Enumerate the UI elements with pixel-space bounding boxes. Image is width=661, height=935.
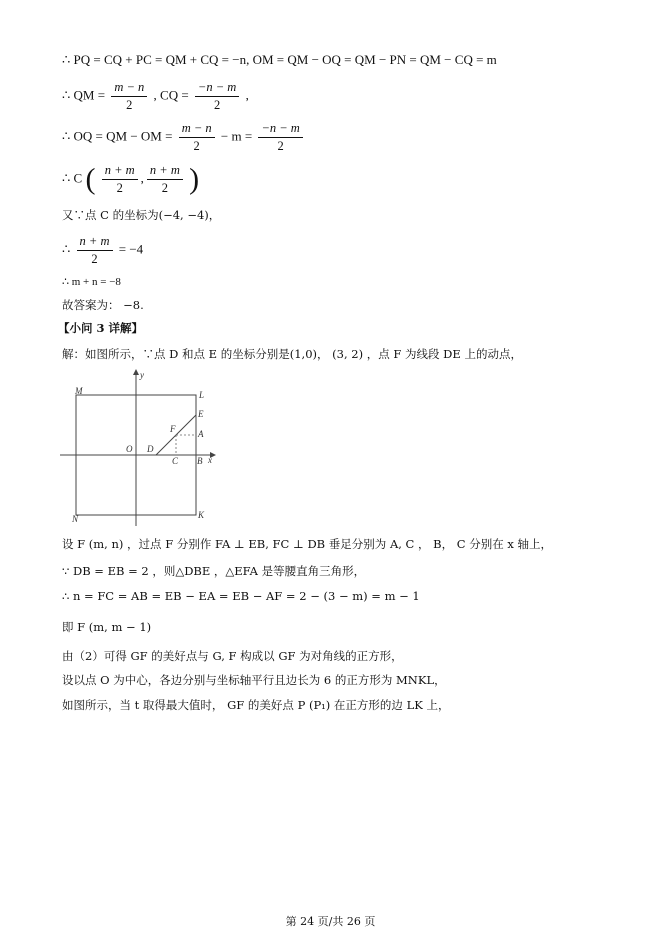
label-k: K xyxy=(198,510,205,520)
page-footer: 第 24 页/共 26 页 xyxy=(285,915,376,928)
line4-prefix: ∴ C xyxy=(62,170,83,186)
numerator: n + m xyxy=(102,163,138,180)
right-paren: ) xyxy=(189,162,200,196)
equation-line-4 xyxy=(62,163,199,196)
label-m: M xyxy=(75,386,83,396)
equation-line-6 xyxy=(62,234,143,267)
fraction xyxy=(195,80,239,113)
denominator: 2 xyxy=(126,98,133,112)
denominator: 2 xyxy=(193,139,200,153)
line2-mid: , CQ = xyxy=(153,87,189,103)
equation-line-3 xyxy=(62,121,306,154)
label-l: L xyxy=(199,390,205,400)
equation-line-1: ∴ PQ = CQ + PC = QM + CQ = −n, OM = QM − OQ = QM − PN = QM − CQ = m xyxy=(62,52,497,67)
line6-end: = −4 xyxy=(118,241,144,257)
denominator: 2 xyxy=(91,252,98,266)
label-b: B xyxy=(197,456,203,466)
line3-prefix: ∴ OQ = QM − OM = xyxy=(62,128,173,144)
numerator: −n − m xyxy=(258,121,302,138)
label-a: A xyxy=(198,429,204,439)
text-line-16: 设以点 O 为中心，各边分别与坐标轴平行且边长为 6 的正方形为 MNKL， xyxy=(62,673,446,687)
line2-end: , xyxy=(245,87,249,103)
fraction xyxy=(77,234,113,267)
numerator: m − n xyxy=(111,80,147,97)
left-paren: ( xyxy=(85,162,96,196)
text-line-13: ∴ n = FC = AB = EB − EA = EB − AF = 2 − (3 − m) = m − 1 xyxy=(62,589,420,603)
denominator: 2 xyxy=(214,98,221,112)
coordinate-figure xyxy=(60,366,222,528)
text-line-17: 如图所示，当 t 取得最大值时， GF 的美好点 P (P₁) 在正方形的边 LK 上， xyxy=(62,698,450,712)
numerator: −n − m xyxy=(195,80,239,97)
numerator: n + m xyxy=(147,163,183,180)
denominator: 2 xyxy=(116,181,123,195)
section-heading: 【小问 3 详解】 xyxy=(58,321,144,335)
line4-comma: , xyxy=(140,170,144,186)
text-line-5: 又∵点 C 的坐标为(−4, −4)， xyxy=(62,208,221,222)
label-f: F xyxy=(170,424,176,434)
text-line-12: ∵ DB = EB = 2 ，则△DBE ，△EFA 是等腰直角三角形， xyxy=(62,564,366,578)
fraction xyxy=(179,121,215,154)
line2-prefix: ∴ QM = xyxy=(62,87,106,103)
equation-line-7: ∴ m + n = −8 xyxy=(62,276,121,288)
label-x: x xyxy=(208,455,212,465)
fraction xyxy=(102,163,138,196)
line3-mid: − m = xyxy=(220,128,253,144)
fraction xyxy=(111,80,147,113)
text-line-15: 由（2）可得 GF 的美好点与 G, F 构成以 GF 为对角线的正方形， xyxy=(62,649,403,663)
label-e: E xyxy=(198,409,204,419)
label-n: N xyxy=(72,514,79,524)
denominator: 2 xyxy=(161,181,169,195)
solution-intro: 解：如图所示，∵点 D 和点 E 的坐标分别是(1,0)， (3, 2) ，点 F 为线段 DE 上的动点， xyxy=(62,347,522,361)
numerator: m − n xyxy=(179,121,215,138)
fraction xyxy=(147,163,183,196)
text-line-11: 设 F (m, n) ，过点 F 分别作 FA ⊥ EB, FC ⊥ DB 垂足分别为 A, C ， B， C 分别在 x 轴上， xyxy=(62,537,553,551)
label-o: O xyxy=(126,444,133,454)
text-line-14: 即 F (m, m − 1) xyxy=(62,620,152,634)
answer-line: 故答案为： −8. xyxy=(62,298,144,312)
label-c: C xyxy=(172,456,179,466)
label-y: y xyxy=(140,370,144,380)
equation-line-2 xyxy=(62,80,249,113)
fraction xyxy=(258,121,302,154)
denominator: 2 xyxy=(277,139,284,153)
numerator: n + m xyxy=(77,234,113,251)
label-d: D xyxy=(147,444,154,454)
line6-prefix: ∴ xyxy=(62,241,71,257)
